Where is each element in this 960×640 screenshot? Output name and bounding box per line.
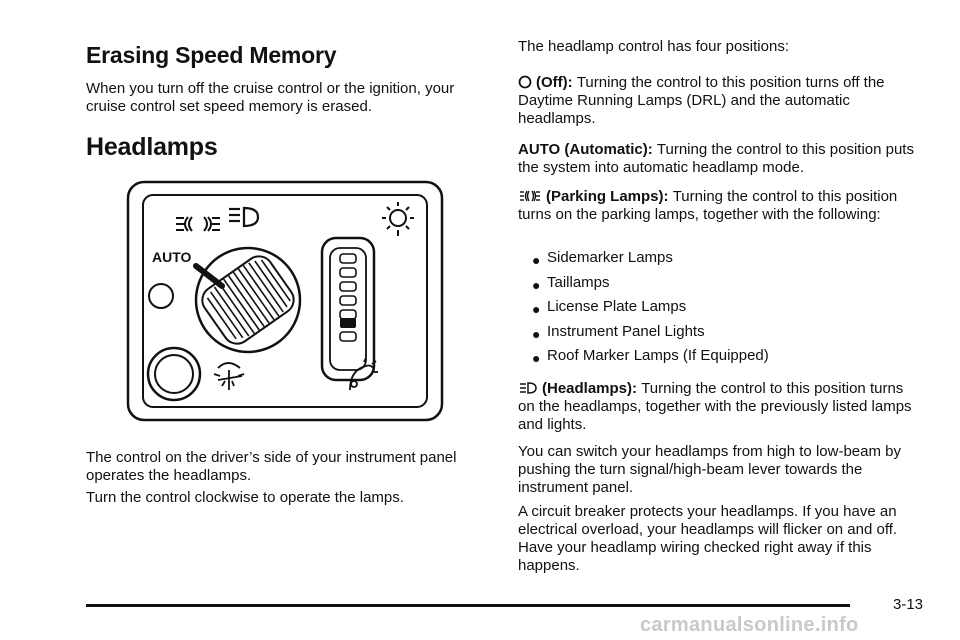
auto-position-paragraph <box>518 141 918 177</box>
bullet-icon: ● <box>532 326 541 342</box>
off-circle-icon <box>518 75 532 89</box>
headlamps-small-icon <box>518 381 538 395</box>
auto-label: AUTO (Automatic): <box>518 141 653 158</box>
erasing-speed-memory-heading: Erasing Speed Memory <box>86 42 337 68</box>
off-text: Turning the control to this position turns off the Daytime Running Lamps (DRL) and the automatic headlamps. <box>518 74 885 127</box>
parking-label: (Parking Lamps): <box>546 188 669 205</box>
control-description: The control on the driver’s side of your instrument panel operates the headlamps. <box>86 449 457 484</box>
bullet-icon: ● <box>532 301 541 317</box>
off-position-marker <box>149 284 173 308</box>
circuit-breaker-paragraph: A circuit breaker protects your headlamps. If you have an electrical overload, your headlamps will flicker on and off. Have your headlamp wiring checked right away if this happens. <box>518 503 898 574</box>
turn-control-instruction: Turn the control clockwise to operate the lamps. <box>86 489 404 506</box>
positions-intro: The headlamp control has four positions: <box>518 38 789 55</box>
bullet-icon: ● <box>532 350 541 366</box>
auto-text: Turning the control to this position puts the system into automatic headlamp mode. <box>518 141 914 176</box>
high-low-beam-paragraph: You can switch your headlamps from high to low-beam by pushing the turn signal/high-beam lever towards the instrument panel. <box>518 443 901 496</box>
headlamps-text: Turning the control to this position turns on the headlamps, together with the previously listed lamps and lights. <box>518 380 912 433</box>
erasing-speed-memory-text: When you turn off the cruise control or the ignition, your cruise control set speed memory is erased. <box>86 80 455 115</box>
parking-lamps-small-icon <box>518 189 542 203</box>
page-number: 3-13 <box>893 596 924 613</box>
fog-lamp-button <box>148 348 200 400</box>
off-label: (Off): <box>536 74 573 91</box>
headlamp-control-figure <box>126 180 444 422</box>
bullet-icon: ● <box>532 277 541 293</box>
headlamps-position-paragraph <box>518 380 918 434</box>
bullet-icon: ● <box>532 252 541 268</box>
parking-text: Turning the control to this position turns on the parking lamps, together with the following: <box>518 188 898 223</box>
headlamp-rotary-knob <box>196 248 300 352</box>
parking-position-paragraph <box>518 188 918 224</box>
footer-rule <box>86 604 850 607</box>
headlamps-heading: Headlamps <box>86 133 218 161</box>
watermark: carmanualsonline.info <box>640 614 859 636</box>
off-position-paragraph <box>518 74 918 128</box>
headlamps-label: (Headlamps): <box>542 380 638 397</box>
figure-auto-label: AUTO <box>152 249 192 265</box>
